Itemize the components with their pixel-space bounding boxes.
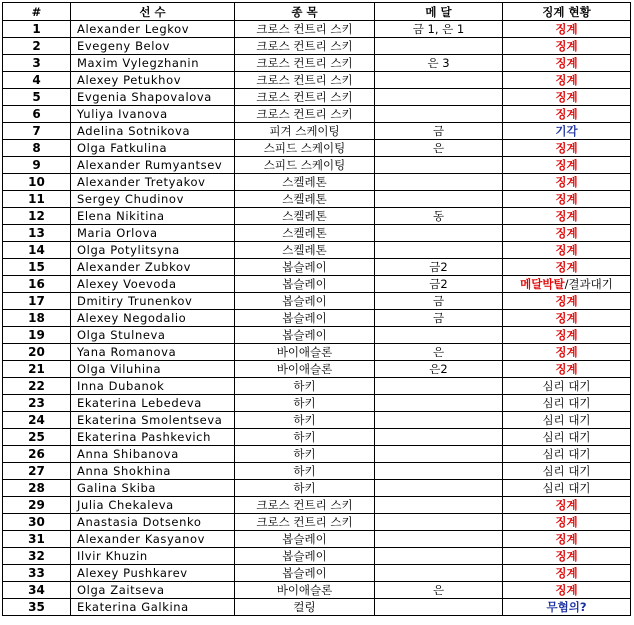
table-row [3, 276, 631, 293]
header-num: # [3, 3, 71, 21]
status-label: 징계 [555, 56, 578, 70]
athlete-name: Olga Viluhina [71, 361, 235, 378]
sport-name: 봅슬레이 [235, 310, 375, 327]
sport-name: 스켈레톤 [235, 242, 375, 259]
table-row [3, 361, 631, 378]
table-row [3, 72, 631, 89]
row-number: 31 [3, 531, 71, 548]
table-row [3, 174, 631, 191]
athlete-name: Alexander Rumyantsev [71, 157, 235, 174]
sport-name: 봅슬레이 [235, 565, 375, 582]
status-label: 징계 [555, 192, 578, 206]
sanction-status [503, 38, 631, 55]
sanction-status [503, 480, 631, 497]
sanction-status [503, 140, 631, 157]
athlete-name: Yana Romanova [71, 344, 235, 361]
table-row [3, 395, 631, 412]
sanction-status [503, 157, 631, 174]
sanction-status [503, 395, 631, 412]
sanction-status [503, 21, 631, 38]
row-number: 6 [3, 106, 71, 123]
athlete-name: Adelina Sotnikova [71, 123, 235, 140]
status-label: 징계 [555, 22, 578, 36]
row-number: 14 [3, 242, 71, 259]
row-number: 19 [3, 327, 71, 344]
status-label: 심리 대기 [542, 464, 591, 478]
status-label: 심리 대기 [542, 379, 591, 393]
athlete-name: Alexander Kasyanov [71, 531, 235, 548]
sport-name: 스피드 스케이팅 [235, 157, 375, 174]
athlete-name: Alexey Pushkarev [71, 565, 235, 582]
sanction-status [503, 106, 631, 123]
athlete-name: Julia Chekaleva [71, 497, 235, 514]
athlete-name: Alexander Legkov [71, 21, 235, 38]
medal-count: 은 [375, 140, 503, 157]
header-status: 징계 현황 [503, 3, 631, 21]
table-row [3, 310, 631, 327]
table-row [3, 548, 631, 565]
sport-name: 하키 [235, 480, 375, 497]
medal-count: 금2 [375, 276, 503, 293]
sanction-status [503, 225, 631, 242]
row-number: 17 [3, 293, 71, 310]
sanction-status [503, 514, 631, 531]
athlete-name: Alexey Petukhov [71, 72, 235, 89]
sport-name: 스켈레톤 [235, 191, 375, 208]
status-label: 징계 [555, 532, 578, 546]
sport-name: 크로스 컨트리 스키 [235, 38, 375, 55]
status-label: 징계 [555, 141, 578, 155]
sanction-status [503, 497, 631, 514]
athlete-name: Ekaterina Galkina [71, 599, 235, 616]
table-row [3, 565, 631, 582]
row-number: 35 [3, 599, 71, 616]
row-number: 25 [3, 429, 71, 446]
status-label: 징계 [555, 73, 578, 87]
sport-name: 컬링 [235, 599, 375, 616]
table-row [3, 208, 631, 225]
table-row [3, 599, 631, 616]
sanction-status [503, 208, 631, 225]
athlete-name: Ilvir Khuzin [71, 548, 235, 565]
table-row [3, 429, 631, 446]
sport-name: 봅슬레이 [235, 548, 375, 565]
athlete-name: Anastasia Dotsenko [71, 514, 235, 531]
athlete-name: Alexander Tretyakov [71, 174, 235, 191]
medal-count [375, 378, 503, 395]
athlete-name: Elena Nikitina [71, 208, 235, 225]
status-label: 징계 [555, 583, 578, 597]
athlete-name: Anna Shokhina [71, 463, 235, 480]
table-row [3, 480, 631, 497]
row-number: 28 [3, 480, 71, 497]
sanction-status [503, 242, 631, 259]
row-number: 23 [3, 395, 71, 412]
sanction-status [503, 327, 631, 344]
athlete-name: Alexander Zubkov [71, 259, 235, 276]
athlete-name: Sergey Chudinov [71, 191, 235, 208]
table-row [3, 157, 631, 174]
medal-count: 은 3 [375, 55, 503, 72]
medal-count [375, 463, 503, 480]
medal-count: 동 [375, 208, 503, 225]
athlete-name: Olga Zaitseva [71, 582, 235, 599]
status-label: 징계 [555, 311, 578, 325]
table-row [3, 531, 631, 548]
sport-name: 봅슬레이 [235, 276, 375, 293]
row-number: 30 [3, 514, 71, 531]
row-number: 2 [3, 38, 71, 55]
athlete-name: Maxim Vylegzhanin [71, 55, 235, 72]
sanction-status [503, 582, 631, 599]
athlete-name: Anna Shibanova [71, 446, 235, 463]
medal-count [375, 242, 503, 259]
sport-name: 스켈레톤 [235, 174, 375, 191]
sport-name: 크로스 컨트리 스키 [235, 55, 375, 72]
row-number: 16 [3, 276, 71, 293]
sport-name: 바이애슬론 [235, 361, 375, 378]
sanction-status [503, 55, 631, 72]
sanction-status [503, 565, 631, 582]
row-number: 29 [3, 497, 71, 514]
status-label: 징계 [555, 226, 578, 240]
status-label: 무혐의? [546, 600, 587, 614]
row-number: 13 [3, 225, 71, 242]
athlete-name: Yuliya Ivanova [71, 106, 235, 123]
medal-count [375, 548, 503, 565]
status-label: 징계 [555, 243, 578, 257]
sport-name: 크로스 컨트리 스키 [235, 72, 375, 89]
sanction-status [503, 378, 631, 395]
row-number: 32 [3, 548, 71, 565]
medal-count [375, 565, 503, 582]
athlete-name: Olga Stulneva [71, 327, 235, 344]
sport-name: 스켈레톤 [235, 225, 375, 242]
sport-name: 하키 [235, 395, 375, 412]
row-number: 8 [3, 140, 71, 157]
header-row [3, 3, 631, 21]
status-label: 징계 [555, 158, 578, 172]
status-label: 징계 [555, 345, 578, 359]
athlete-name: Maria Orlova [71, 225, 235, 242]
row-number: 7 [3, 123, 71, 140]
status-label: 기각 [555, 124, 578, 138]
row-number: 5 [3, 89, 71, 106]
sport-name: 스켈레톤 [235, 208, 375, 225]
medal-count: 은 [375, 344, 503, 361]
table-row [3, 327, 631, 344]
medal-count: 금 [375, 310, 503, 327]
medal-count [375, 497, 503, 514]
athlete-name: Galina Skiba [71, 480, 235, 497]
row-number: 3 [3, 55, 71, 72]
athlete-name: Evegeny Belov [71, 38, 235, 55]
status-extra: /결과대기 [564, 277, 613, 291]
table-row [3, 497, 631, 514]
athlete-name: Alexey Voevoda [71, 276, 235, 293]
medal-count [375, 38, 503, 55]
status-label: 심리 대기 [542, 413, 591, 427]
row-number: 22 [3, 378, 71, 395]
row-number: 15 [3, 259, 71, 276]
medal-count: 금 [375, 293, 503, 310]
sanctions-table [2, 2, 631, 616]
table-row [3, 89, 631, 106]
row-number: 1 [3, 21, 71, 38]
table-row [3, 446, 631, 463]
sanction-status [503, 531, 631, 548]
sport-name: 피겨 스케이팅 [235, 123, 375, 140]
medal-count [375, 599, 503, 616]
table-row [3, 344, 631, 361]
table-row [3, 259, 631, 276]
medal-count: 은2 [375, 361, 503, 378]
medal-count: 은 [375, 582, 503, 599]
sanction-status [503, 412, 631, 429]
sport-name: 하키 [235, 429, 375, 446]
sport-name: 하키 [235, 446, 375, 463]
sanction-status [503, 293, 631, 310]
medal-count [375, 531, 503, 548]
sanction-status [503, 429, 631, 446]
medal-count [375, 174, 503, 191]
row-number: 9 [3, 157, 71, 174]
status-label: 심리 대기 [542, 396, 591, 410]
sport-name: 크로스 컨트리 스키 [235, 21, 375, 38]
athlete-name: Olga Fatkulina [71, 140, 235, 157]
athlete-name: Dmitiry Trunenkov [71, 293, 235, 310]
medal-count [375, 514, 503, 531]
row-number: 33 [3, 565, 71, 582]
row-number: 26 [3, 446, 71, 463]
sanction-status [503, 123, 631, 140]
sanction-status [503, 174, 631, 191]
sport-name: 스피드 스케이팅 [235, 140, 375, 157]
table-body [3, 21, 631, 616]
status-label: 징계 [555, 260, 578, 274]
status-label: 심리 대기 [542, 447, 591, 461]
table-row [3, 293, 631, 310]
medal-count: 금2 [375, 259, 503, 276]
row-number: 18 [3, 310, 71, 327]
athlete-name: Olga Potylitsyna [71, 242, 235, 259]
sport-name: 하키 [235, 463, 375, 480]
table-row [3, 463, 631, 480]
sanction-status [503, 361, 631, 378]
table-row [3, 514, 631, 531]
row-number: 27 [3, 463, 71, 480]
sanction-status [503, 463, 631, 480]
table-row [3, 106, 631, 123]
header-sport: 종 목 [235, 3, 375, 21]
header-medal: 메 달 [375, 3, 503, 21]
row-number: 11 [3, 191, 71, 208]
status-label: 징계 [555, 498, 578, 512]
sanction-status [503, 446, 631, 463]
status-label: 징계 [555, 175, 578, 189]
status-label: 징계 [555, 515, 578, 529]
medal-count [375, 412, 503, 429]
sanction-status [503, 72, 631, 89]
status-label: 징계 [555, 209, 578, 223]
medal-count [375, 395, 503, 412]
medal-count [375, 72, 503, 89]
medal-count: 금 [375, 123, 503, 140]
status-label: 징계 [555, 90, 578, 104]
medal-count [375, 157, 503, 174]
header-athlete: 선 수 [71, 3, 235, 21]
table-row [3, 191, 631, 208]
sport-name: 크로스 컨트리 스키 [235, 106, 375, 123]
sanction-status [503, 310, 631, 327]
status-label: 징계 [555, 107, 578, 121]
status-label: 심리 대기 [542, 481, 591, 495]
athlete-name: Ekaterina Lebedeva [71, 395, 235, 412]
status-label: 심리 대기 [542, 430, 591, 444]
sport-name: 바이애슬론 [235, 344, 375, 361]
sanction-status [503, 191, 631, 208]
table-row [3, 38, 631, 55]
table-row [3, 140, 631, 157]
medal-count [375, 480, 503, 497]
table-row [3, 582, 631, 599]
sport-name: 크로스 컨트리 스키 [235, 497, 375, 514]
status-label: 메달박탈 [520, 277, 565, 291]
table-row [3, 123, 631, 140]
medal-count [375, 327, 503, 344]
status-label: 징계 [555, 328, 578, 342]
athlete-name: Ekaterina Smolentseva [71, 412, 235, 429]
status-label: 징계 [555, 549, 578, 563]
status-label: 징계 [555, 362, 578, 376]
sport-name: 크로스 컨트리 스키 [235, 514, 375, 531]
sport-name: 바이애슬론 [235, 582, 375, 599]
sport-name: 봅슬레이 [235, 327, 375, 344]
sport-name: 크로스 컨트리 스키 [235, 89, 375, 106]
sport-name: 봅슬레이 [235, 259, 375, 276]
table-row [3, 378, 631, 395]
status-label: 징계 [555, 39, 578, 53]
row-number: 34 [3, 582, 71, 599]
athlete-name: Evgenia Shapovalova [71, 89, 235, 106]
medal-count [375, 106, 503, 123]
row-number: 21 [3, 361, 71, 378]
table-row [3, 412, 631, 429]
medal-count [375, 446, 503, 463]
sanction-status [503, 259, 631, 276]
medal-count [375, 191, 503, 208]
row-number: 20 [3, 344, 71, 361]
status-label: 징계 [555, 294, 578, 308]
row-number: 4 [3, 72, 71, 89]
sport-name: 봅슬레이 [235, 531, 375, 548]
medal-count [375, 429, 503, 446]
athlete-name: Ekaterina Pashkevich [71, 429, 235, 446]
status-label: 징계 [555, 566, 578, 580]
row-number: 12 [3, 208, 71, 225]
medal-count: 금 1, 은 1 [375, 21, 503, 38]
sanction-status [503, 276, 631, 293]
sanction-status [503, 89, 631, 106]
table-row [3, 242, 631, 259]
sport-name: 봅슬레이 [235, 293, 375, 310]
medal-count [375, 89, 503, 106]
table-row [3, 55, 631, 72]
sanction-status [503, 344, 631, 361]
sanction-status [503, 548, 631, 565]
sanction-status [503, 599, 631, 616]
sport-name: 하키 [235, 412, 375, 429]
row-number: 10 [3, 174, 71, 191]
table-row [3, 21, 631, 38]
medal-count [375, 225, 503, 242]
athlete-name: Alexey Negodalio [71, 310, 235, 327]
table-row [3, 225, 631, 242]
row-number: 24 [3, 412, 71, 429]
athlete-name: Inna Dubanok [71, 378, 235, 395]
sport-name: 하키 [235, 378, 375, 395]
